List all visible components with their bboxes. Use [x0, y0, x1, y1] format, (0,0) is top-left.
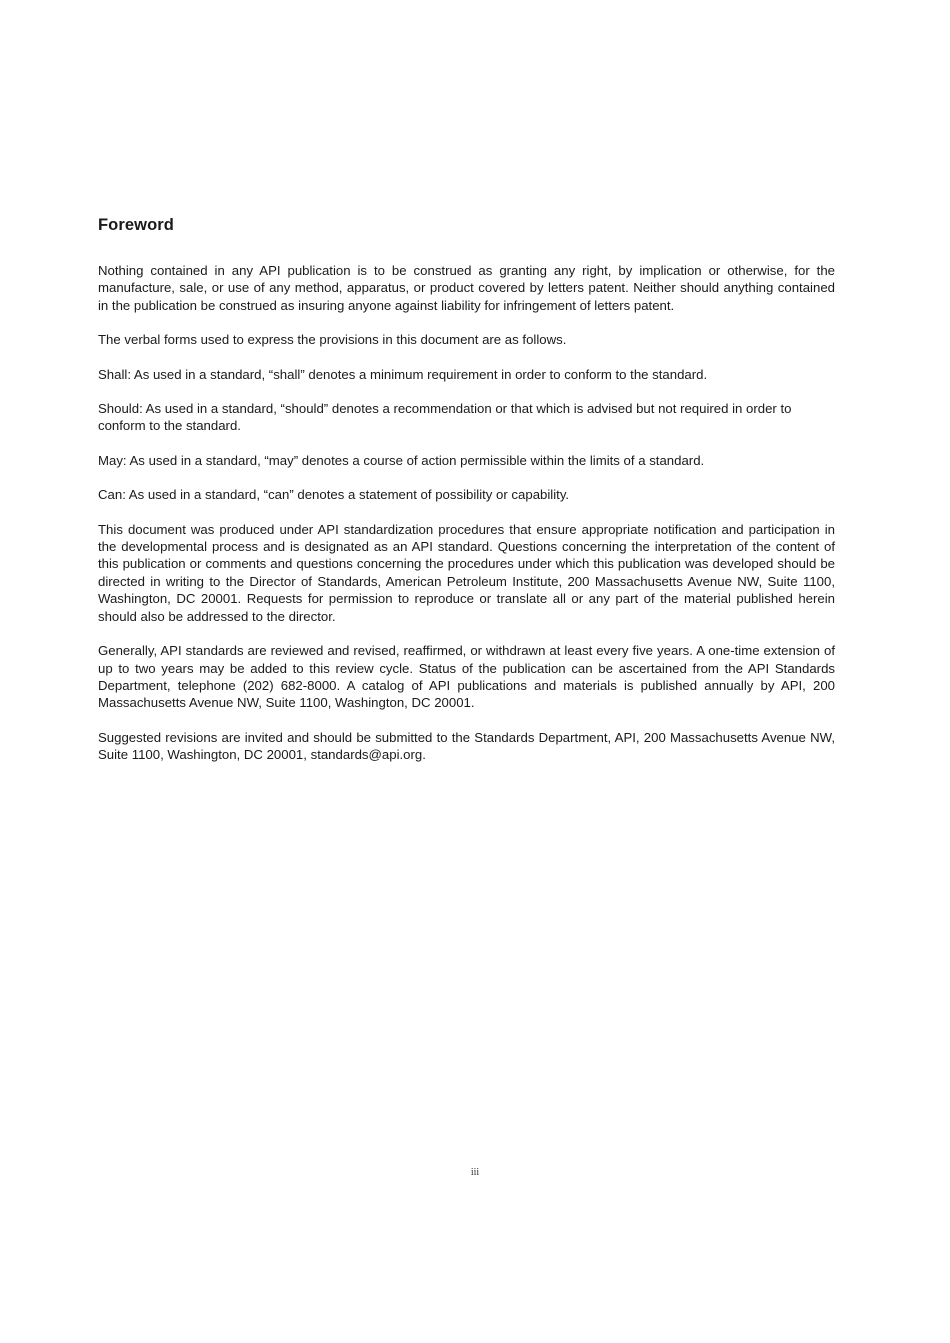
page-title: Foreword — [98, 216, 174, 234]
paragraph-should-definition: Should: As used in a standard, “should” denotes a recommendation or that which is advised but not required in order to conform to the standard. — [98, 401, 792, 434]
paragraph-patent-disclaimer: Nothing contained in any API publication is to be construed as granting any right, by implication or otherwise, for the manufacture, sale, or use of any method, apparatus, or product covered by letters patent. Neither should anything contained in the publication be construed as insuring anyone against liability for infringement of letters patent. — [98, 263, 835, 313]
paragraph-shall-definition: Shall: As used in a standard, “shall” denotes a minimum requirement in order to conform to the standard. — [98, 366, 708, 382]
page-number: iii — [470, 1167, 480, 1178]
paragraph-suggested-revisions: Suggested revisions are invited and should be submitted to the Standards Department, API, 200 Massachusetts Avenue NW, Suite 1100, Washington, DC 20001, standards@api.org. — [98, 729, 835, 763]
paragraph-verbal-forms-intro: The verbal forms used to express the provisions in this document are as follows. — [98, 332, 567, 348]
paragraph-standardization-procedures: This document was produced under API standardization procedures that ensure appropriate notification and participation in the developmental process and is designated as an API standard. Questions concerning the interpretation of the content of this publication or comments and questions concerning the procedures under which this publication was developed should be directed in writing to the Director of Standards, American Petroleum Institute, 200 Massachusetts Avenue NW, Suite 1100, Washington, DC 20001. Requests for permission to reproduce or translate all or any part of the material published herein should also be addressed to the director. — [98, 521, 835, 624]
paragraph-may-definition: May: As used in a standard, “may” denotes a course of action permissible within the limits of a standard. — [98, 452, 705, 468]
foreword-body — [98, 262, 835, 781]
paragraph-can-definition: Can: As used in a standard, “can” denotes a statement of possibility or capability. — [98, 487, 570, 503]
paragraph-review-cycle: Generally, API standards are reviewed and revised, reaffirmed, or withdrawn at least every five years. A one-time extension of up to two years may be added to this review cycle. Status of the publication can be ascertained from the API Standards Department, telephone (202) 682-8000. A catalog of API publications and materials is published annually by API, 200 Massachusetts Avenue NW, Suite 1100, Washington, DC 20001. — [98, 643, 835, 711]
